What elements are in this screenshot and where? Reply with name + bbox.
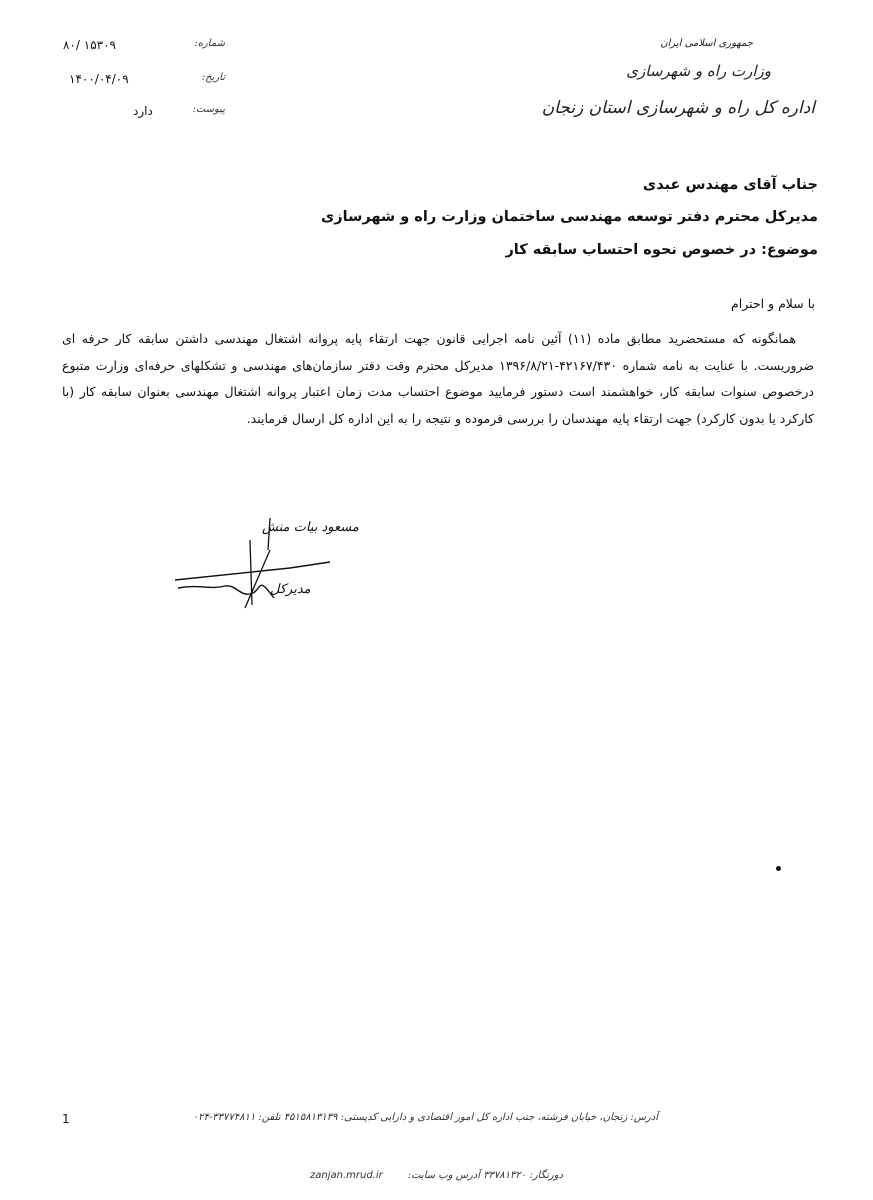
stray-dot — [776, 866, 781, 871]
greeting: با سلام و احترام — [731, 296, 815, 311]
letter-number-label: شماره: — [194, 38, 225, 49]
attachment-row — [55, 104, 225, 124]
subject-line: موضوع: در خصوص نحوه احتساب سابقه کار — [505, 242, 818, 258]
signatory-title: مدیرکل — [270, 582, 311, 597]
attachment-value: دارد — [133, 104, 153, 118]
letter-number-value: ۸۰/ ۱۵۳۰۹ — [63, 38, 116, 52]
footer-address: آدرس: زنجان، خیابان فرشته، جنب اداره کل امور اقتصادی و دارایی کدپستی: ۴۵۱۵۸۱۳۱۳۹ تلفن: ۳۳۷۷۴۸۱۱-۰۲۴ — [192, 1112, 658, 1123]
header-office: اداره کل راه و شهرسازی استان زنجان — [541, 98, 815, 118]
page-number: 1 — [62, 1112, 70, 1126]
footer-fax: دورنگار: ۳۳۷۸۱۳۲۰ آدرس وب سایت: — [407, 1170, 563, 1181]
signature-block — [170, 510, 370, 620]
header-ministry: وزارت راه و شهرسازی — [626, 62, 771, 80]
attachment-label: پیوست: — [192, 104, 225, 115]
letter-date-row — [55, 72, 225, 92]
recipient-title: مدیرکل محترم دفتر توسعه مهندسی ساختمان وزارت راه و شهرسازی — [321, 209, 818, 225]
letter-date-label: تاریخ: — [201, 72, 225, 83]
header-republic: جمهوری اسلامی ایران — [660, 38, 753, 49]
letter-date-value: ۱۴۰۰/۰۴/۰۹ — [69, 72, 129, 86]
letter-number-row — [55, 38, 225, 58]
footer-website[interactable]: zanjan.mrud.ir — [310, 1170, 383, 1181]
recipient-name: جناب آقای مهندس عبدی — [642, 177, 818, 193]
signatory-name: مسعود بیات منش — [262, 520, 359, 535]
letter-body: همانگونه که مستحضرید مطابق ماده (۱۱) آئین نامه اجرایی قانون جهت ارتقاء پایه پروانه اشتغال مهندسی داشتن سابقه کار حرفه ای ضروریست. با عنایت به نامه شماره ۴۲۱۶۷/۴۳۰-۱۳۹۶/۸/۲۱ مدیرکل محترم وقت دفتر سازمان‌های مهندسی و تشکلهای حرفه‌ای وزارت متبوع درخصوص سنوات سابقه کار، خواهشمند است دستور فرمایید موضوع احتساب مدت زمان اعتبار پروانه اشتغال مهندسی بعنوان سابقه کار (با کارکرد یا بدون کارکرد) جهت ارتقاء پایه مهندسان را بررسی فرموده و نتیجه را به این اداره کل ارسال فرمایند. — [62, 331, 814, 426]
